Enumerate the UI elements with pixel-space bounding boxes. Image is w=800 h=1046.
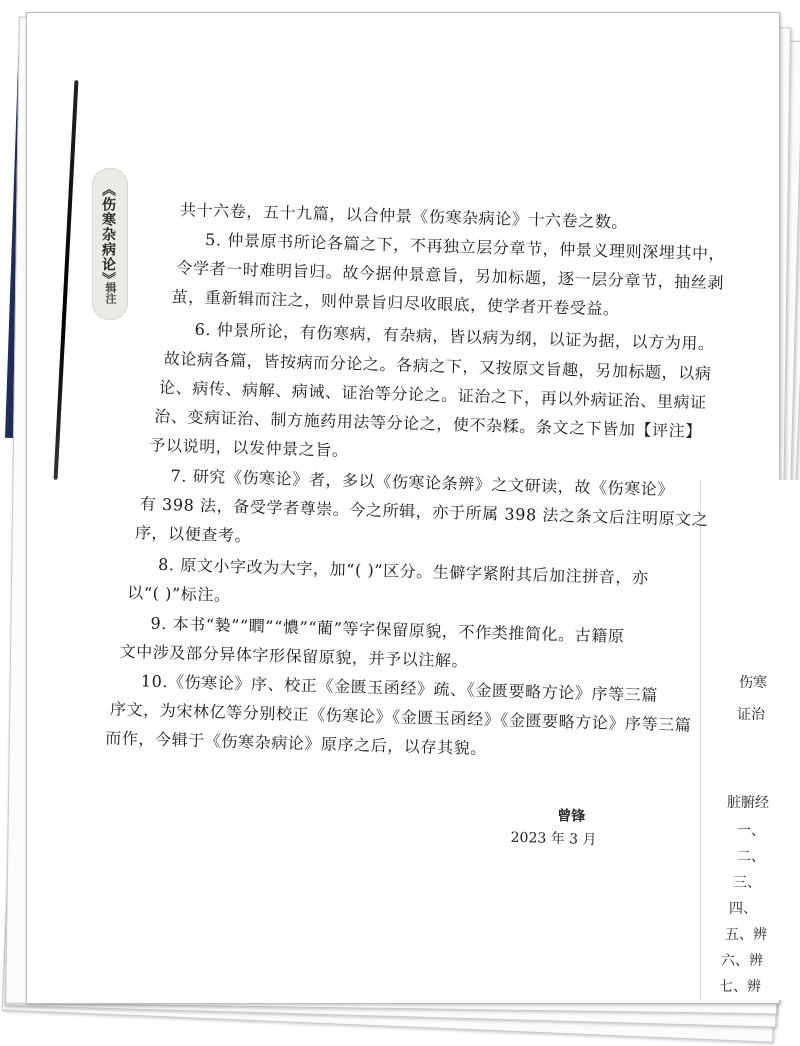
next-page-fragment: 脏腑经 — [727, 795, 769, 811]
next-page-fragment: 四、 — [729, 901, 757, 917]
next-page-fragment: 六、辨 — [721, 953, 763, 969]
body-text-line: 6. 仲景所论，有伤寒病，有杂病，皆以病为纲，以证为据，以方为用。 — [194, 319, 715, 354]
body-text-line: 7. 研究《伤寒论》者，多以《伤寒论条辨》之文研读，故《伤寒论》 — [170, 466, 675, 500]
signature-date: 2023 年 3 月 — [510, 829, 597, 849]
body-text-line: 而作，今辑于《伤寒杂病论》原序之后，以存其貌。 — [104, 728, 488, 759]
body-text-line: 有 398 法，备受学者尊崇。今之所辑，亦于所属 398 法之条文后注明原文之 — [139, 494, 709, 530]
side-tab-subtitle: 辑注 — [104, 282, 117, 304]
next-page-fragment: 三、 — [733, 875, 761, 891]
body-text-line: 茧，重新辑而注之，则仲景旨归尽收眼底，使学者开卷受益。 — [171, 287, 620, 319]
body-text-line: 论、病传、病解、病诫、证治等分论之。证治之下，再以外病证治、里病证 — [158, 377, 707, 413]
body-text-line: 5. 仲景原书所论各篇之下，不再独立层分章节，仲景义理则深埋其中， — [204, 230, 726, 264]
author-signature: 曾锋 — [557, 808, 586, 825]
body-text-line: 故论病各篇，皆按病而分论之。各病之下，又按原文旨趣，另加标题，以病 — [163, 348, 712, 384]
body-text-line: 文中涉及部分异体字形保留原貌，并予以注解。 — [119, 641, 469, 671]
body-text-line: 9. 本书“褺”“瞤”“憹”“藺”等字保留原貌，不作类推简化。古籍原 — [150, 613, 625, 646]
body-text-line: 共十六卷，五十九篇，以合仲景《伤寒杂病论》十六卷之数。 — [179, 200, 629, 232]
next-page-fragment: 二、 — [737, 849, 765, 865]
body-text-line: 令学者一时难明旨归。故今据仲景意旨，另加标题，逐一层分章节，抽丝剥 — [176, 258, 725, 293]
body-text-line: 8. 原文小字改为大字，加“( )”区分。生僻字紧附其后加注拼音，亦 — [157, 554, 649, 588]
next-page-fragment: 证治 — [737, 707, 765, 723]
next-page-fragment: 七、辨 — [719, 979, 761, 995]
body-text-line: 治、变病证治、制方施药用法等分论之，使不杂糅。条文之下皆加【评注】 — [153, 406, 703, 441]
next-page-fragment: 伤寒 — [739, 675, 767, 691]
next-page-fragment: 一、 — [737, 823, 765, 839]
next-page-fragment: 五、辨 — [725, 927, 767, 943]
side-tab-title: 《伤寒杂病论》 — [100, 182, 116, 287]
body-text-line: 予以说明，以发仲景之旨。 — [149, 435, 349, 461]
body-text-line: 10.《伤寒论》序、校正《金匮玉函经》疏、《金匮要略方论》序等三篇 — [140, 671, 659, 705]
body-text-line: 序，以便查考。 — [134, 523, 252, 546]
body-text-line: 序文，为宋林亿等分别校正《伤寒论》《金匮玉函经》《金匮要略方论》序等三篇 — [109, 699, 692, 735]
body-text-line: 以“( )”标注。 — [127, 582, 231, 605]
